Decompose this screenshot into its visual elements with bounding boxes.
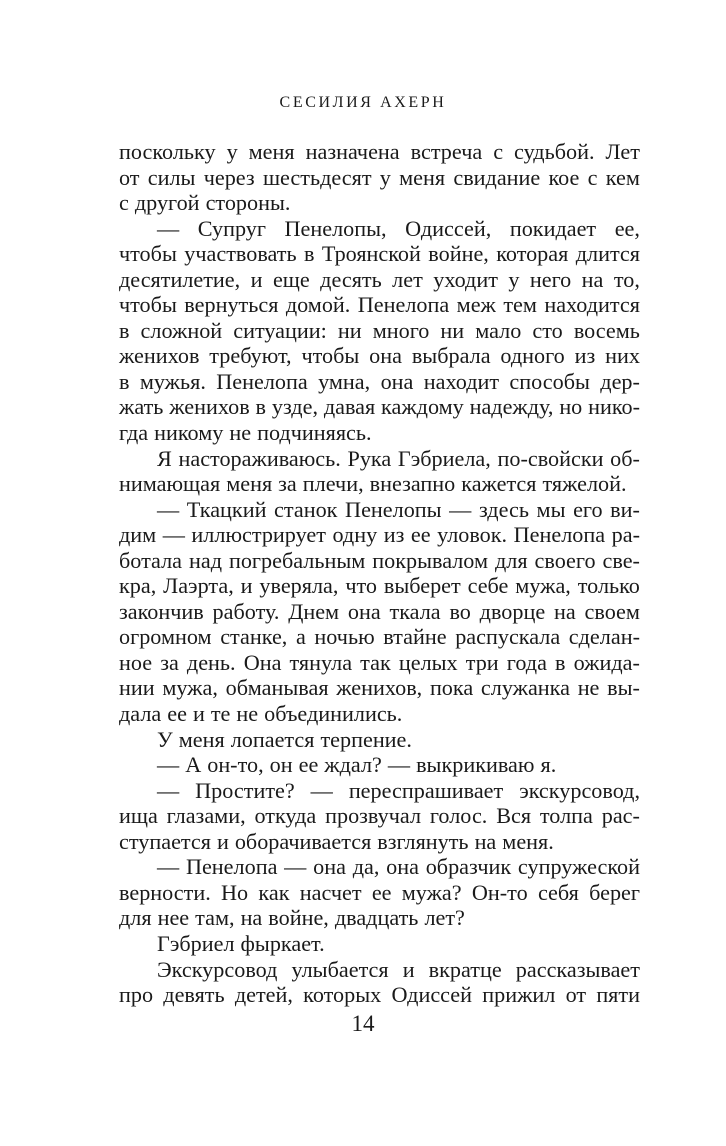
text-line: дим — иллюстрирует одну из ее уловок. Пенелопа ра- bbox=[119, 522, 640, 548]
text-line: про девять детей, которых Одиссей прижил от пяти bbox=[119, 982, 640, 1008]
text-line: в сложной ситуации: ни много ни мало сто восемь bbox=[119, 317, 640, 343]
text-line: верности. Но как насчет ее мужа? Он-то себя берег bbox=[119, 879, 640, 905]
text-line: десятилетие, и еще десять лет уходит у него на то, bbox=[119, 266, 640, 292]
text-line: с другой стороны. bbox=[119, 190, 291, 216]
text-line: гда никому не подчиняясь. bbox=[119, 420, 372, 446]
text-line: нии мужа, обманывая женихов, пока служанка не вы- bbox=[119, 675, 640, 701]
running-head: СЕСИЛИЯ АХЕРН bbox=[279, 94, 447, 111]
text-line: поскольку у меня назначена встреча с судьбой. Лет bbox=[119, 139, 640, 164]
text-line: У меня лопается терпение. bbox=[157, 726, 412, 752]
text-line: ботала над погребальным покрывалом для своего све- bbox=[119, 547, 640, 573]
text-line: ное за день. Она тянула так целых три года в ожида- bbox=[119, 649, 640, 675]
text-line: ступается и оборачивается взглянуть на меня. bbox=[119, 828, 554, 854]
text-line: дала ее и те не объединились. bbox=[119, 701, 403, 727]
text-line: женихов требуют, чтобы она выбрала одного из них bbox=[119, 343, 640, 369]
text-line: огромном станке, а ночью втайне распускала сделан- bbox=[119, 624, 640, 650]
text-line: — Простите? — переспрашивает экскурсовод, bbox=[157, 777, 640, 803]
text-line: Гэбриел фыркает. bbox=[157, 930, 325, 956]
text-line: кра, Лаэрта, и уверяла, что выберет себе мужа, только bbox=[119, 573, 640, 599]
text-line: от силы через шестьдесят у меня свидание кое с кем bbox=[119, 164, 640, 190]
body-text bbox=[119, 139, 640, 1008]
text-line: в мужья. Пенелопа умна, она находит способы дер- bbox=[119, 368, 640, 394]
text-line: — Ткацкий станок Пенелопы — здесь мы его ви- bbox=[157, 496, 640, 522]
text-line: закончив работу. Днем она ткала во дворце на своем bbox=[119, 598, 640, 624]
text-line: чтобы вернуться домой. Пенелопа меж тем находится bbox=[119, 292, 640, 318]
text-line: — Пенелопа — она да, она образчик супружеской bbox=[157, 854, 640, 880]
page-number: 14 bbox=[351, 1011, 375, 1036]
text-line: для нее там, на войне, двадцать лет? bbox=[119, 905, 465, 931]
text-line: ища глазами, откуда прозвучал голос. Вся толпа рас- bbox=[119, 803, 640, 829]
text-line: Я настораживаюсь. Рука Гэбриела, по-свойски об- bbox=[157, 445, 640, 471]
text-line: нимающая меня за плечи, внезапно кажется тяжелой. bbox=[119, 471, 627, 497]
text-line: — Супруг Пенелопы, Одиссей, покидает ее, bbox=[157, 215, 640, 241]
text-line: чтобы участвовать в Троянской войне, которая длится bbox=[119, 241, 640, 267]
text-line: жать женихов в узде, давая каждому надежду, но нико- bbox=[119, 394, 640, 420]
text-line: Экскурсовод улыбается и вкратце рассказывает bbox=[157, 956, 640, 982]
text-line: — А он-то, он ее ждал? — выкрикиваю я. bbox=[157, 752, 557, 778]
